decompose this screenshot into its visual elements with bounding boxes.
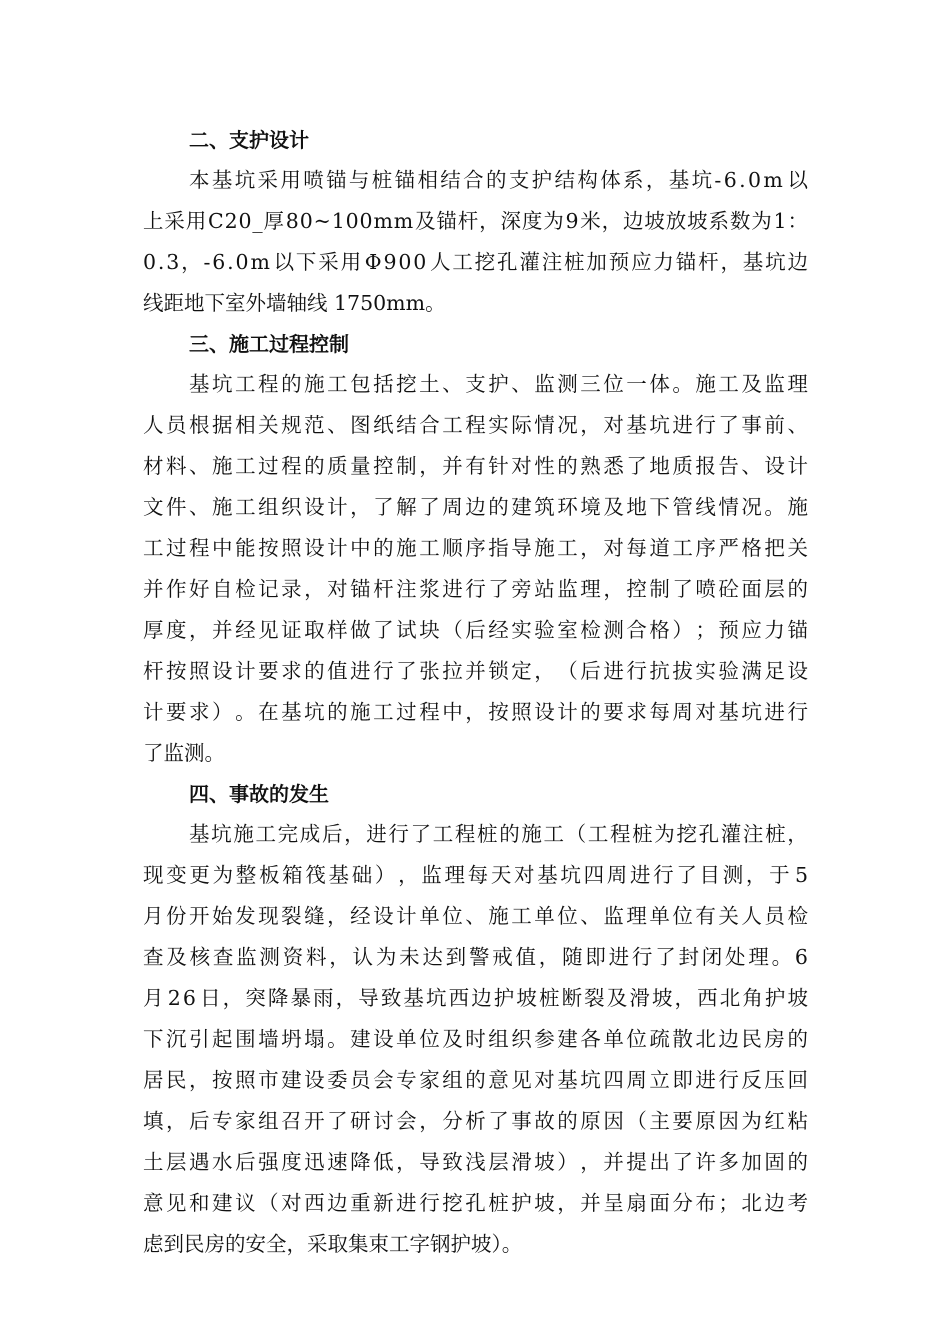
document-body [143,120,808,1265]
text-line: 土 层 遇 水 后 强 度 迅 速 降 低 ， 导 致 浅 层 滑 坡 ） ， 并 提 出 了 许 多 加 固 的 [143,1150,808,1174]
text-line: 人 员 根 据 相 关 规 范 、 图 纸 结 合 工 程 实 际 情 况 ， 对 基 坑 进 行 了 事 前 、 [143,413,808,437]
text-line: 基 坑 施 工 完 成 后 ， 进 行 了 工 程 桩 的 施 工 （ 工 程 桩 为 挖 孔 灌 注 桩 ， [189,822,808,846]
text-line: 居 民 ， 按 照 市 建 设 委 员 会 专 家 组 的 意 见 对 基 坑 四 周 立 即 进 行 反 压 回 [143,1068,808,1092]
text-line: 了监测。 [143,741,225,765]
text-line: 上 采 用 C 2 0 _ 厚 8 0 ~ 1 0 0 m m 及 锚 杆 ， 深 度 为 9 米 ， 边 坡 放 坡 系 数 为 1 ： [143,209,808,233]
text-line: 工 过 程 中 能 按 照 设 计 中 的 施 工 顺 序 指 导 施 工 ， 对 每 道 工 序 严 格 把 关 [143,536,808,560]
text-line: 线距地下室外墙轴线 1750mm。 [143,291,446,315]
text-line: 查 及 核 查 监 测 资 料 ， 认 为 未 达 到 警 戒 值 ， 随 即 进 行 了 封 闭 处 理 。 6 [143,945,808,969]
text-line: 虑到民房的安全，采取集束工字钢护坡）。 [143,1232,523,1256]
text-line: 月 2 6 日 ， 突 降 暴 雨 ， 导 致 基 坑 西 边 护 坡 桩 断 裂 及 滑 坡 ， 西 北 角 护 坡 [143,986,808,1010]
text-line: 填 ， 后 专 家 组 召 开 了 研 讨 会 ， 分 析 了 事 故 的 原 因 （ 主 要 原 因 为 红 粘 [143,1109,808,1133]
section-heading-support-design: 二、支护设计 [189,128,309,152]
text-line: 杆 按 照 设 计 要 求 的 值 进 行 了 张 拉 并 锁 定 ， （ 后 进 行 抗 拔 实 验 满 足 设 [143,659,808,683]
section-paragraph [143,814,808,1265]
text-line: 基 坑 工 程 的 施 工 包 括 挖 土 、 支 护 、 监 测 三 位 一 体 。 施 工 及 监 理 [189,372,808,396]
text-line: 本 基 坑 采 用 喷 锚 与 桩 锚 相 结 合 的 支 护 结 构 体 系 ， 基 坑 - 6 . 0 m 以 [189,168,808,192]
text-line: 文 件 、 施 工 组 织 设 计 ， 了 解 了 周 边 的 建 筑 环 境 及 地 下 管 线 情 况 。 施 [143,495,808,519]
text-line: 下 沉 引 起 围 墙 坍 塌 。 建 设 单 位 及 时 组 织 参 建 各 单 位 疏 散 北 边 民 房 的 [143,1027,808,1051]
text-line: 0 . 3 ， - 6 . 0 m 以 下 采 用 Φ 9 0 0 人 工 挖 孔 灌 注 桩 加 预 应 力 锚 杆 ， 基 坑 边 [143,250,808,274]
text-line: 厚 度 ， 并 经 见 证 取 样 做 了 试 块 （ 后 经 实 验 室 检 测 合 格 ） ； 预 应 力 锚 [143,618,808,642]
text-line: 月 份 开 始 发 现 裂 缝 ， 经 设 计 单 位 、 施 工 单 位 、 监 理 单 位 有 关 人 员 检 [143,904,808,928]
section-heading-construction-control: 三、施工过程控制 [189,332,349,356]
section-paragraph [143,364,808,774]
section-heading-accident: 四、事故的发生 [189,782,329,806]
text-line: 并 作 好 自 检 记 录 ， 对 锚 杆 注 浆 进 行 了 旁 站 监 理 ， 控 制 了 喷 砼 面 层 的 [143,577,808,601]
section-paragraph [143,160,808,324]
text-line: 意 见 和 建 议 （ 对 西 边 重 新 进 行 挖 孔 桩 护 坡 ， 并 呈 扇 面 分 布 ； 北 边 考 [143,1191,808,1215]
text-line: 现 变 更 为 整 板 箱 筏 基 础 ） ， 监 理 每 天 对 基 坑 四 周 进 行 了 目 测 ， 于 5 [143,863,808,887]
text-line: 材 料 、 施 工 过 程 的 质 量 控 制 ， 并 有 针 对 性 的 熟 悉 了 地 质 报 告 、 设 计 [143,454,808,478]
text-line: 计 要 求 ） 。 在 基 坑 的 施 工 过 程 中 ， 按 照 设 计 的 要 求 每 周 对 基 坑 进 行 [143,700,808,724]
